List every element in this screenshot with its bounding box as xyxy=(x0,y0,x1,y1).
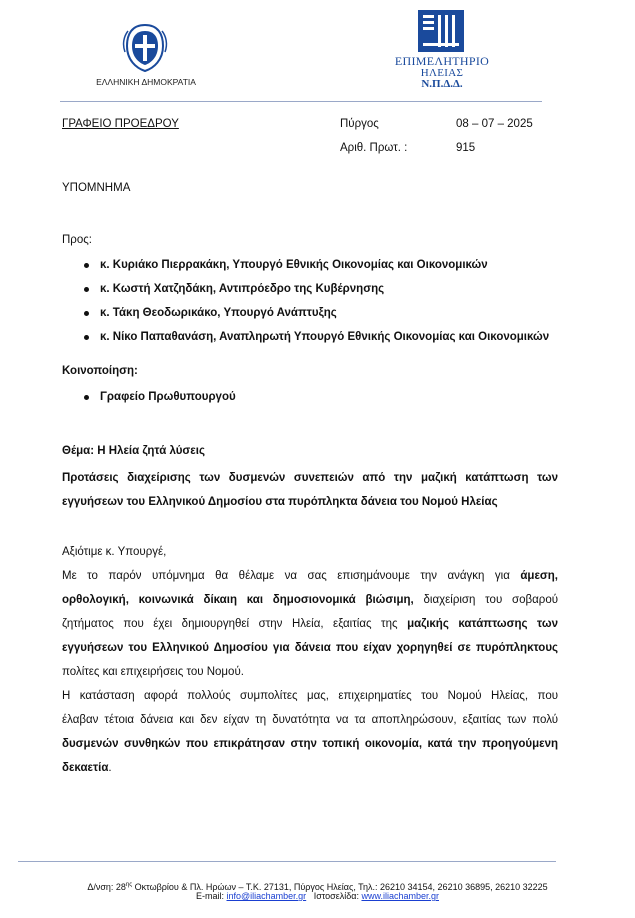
chamber-name-line3: Ν.Π.Δ.Δ. xyxy=(421,78,463,90)
date-value: 08 – 07 – 2025 xyxy=(456,118,533,130)
recipient-item: κ. Τάκη Θεοδωρικάκο, Υπουργό Ανάπτυξης xyxy=(100,307,337,319)
recipients-label: Προς: xyxy=(62,234,92,246)
recipient-item: κ. Νίκο Παπαθανάση, Αναπληρωτή Υπουργό Εθνικής Οικονομίας και Οικονομικών xyxy=(100,331,550,343)
office-label: ΓΡΑΦΕΙΟ ΠΡΟΕΔΡΟΥ xyxy=(62,118,179,130)
recipient-item: κ. Κωστή Χατζηδάκη, Αντιπρόεδρο της Κυβέρνησης xyxy=(100,283,385,295)
chamber-name-line2: ΗΛΕΙΑΣ xyxy=(420,67,464,79)
footer-address: Δ/νση: $28^{\eta\varsigma}$ Οκτωβρίου & Πλ. Ηρώων – Τ.Κ. 27131, Πύργος Ηλείας, Τηλ.: 26210 34154, 26210 36895, 26210 32225 xyxy=(87,882,548,892)
bullet-icon xyxy=(84,263,89,268)
paragraph-line: Με το παρόν υπόμνημα θα θέλαμε να σας επισημάνουμε την ανάγκη για άμεση, xyxy=(62,570,558,582)
paragraph-line: έλαβαν τέτοια δάνεια και δεν είχαν τη δυνατότητα να τα αποπληρώσουν, εξαιτίας των πολύ xyxy=(62,714,558,726)
chamber-logo-icon xyxy=(418,10,464,52)
protocol-number: 915 xyxy=(456,142,476,154)
paragraph-line: εγγυήσεων του Ελληνικού Δημοσίου για δάνεια που είχαν χορηγηθεί σε πυρόπληκτους xyxy=(62,642,558,654)
paragraph-line: ζητήματος που έχει δημιουργηθεί στην Ηλεία, εξαιτίας της μαζικής κατάπτωσης των xyxy=(62,618,558,630)
greeting: Αξιότιμε κ. Υπουργέ, xyxy=(62,546,167,558)
subject-line: Προτάσεις διαχείρισης των δυσμενών συνεπειών από την μαζική κατάπτωση των xyxy=(62,472,558,484)
document-type: ΥΠΟΜΝΗΜΑ xyxy=(62,182,131,194)
republic-label: ΕΛΛΗΝΙΚΗ ΔΗΜΟΚΡΑΤΙΑ xyxy=(96,77,196,87)
subject-title: Θέμα: Η Ηλεία ζητά λύσεις xyxy=(62,445,205,457)
header-divider xyxy=(60,101,542,102)
cc-label: Κοινοποίηση: xyxy=(62,365,138,377)
bullet-icon xyxy=(84,395,89,400)
place-label: Πύργος xyxy=(340,118,379,130)
chamber-name-line1: ΕΠΙΜΕΛΗΤΗΡΙΟ xyxy=(394,54,490,68)
paragraph-line: δυσμενών συνθηκών που επικράτησαν στην τοπική οικονομία, κατά την προηγούμενη xyxy=(62,738,558,750)
bullet-icon xyxy=(84,335,89,340)
subject-line: εγγυήσεων του Ελληνικού Δημοσίου στα πυρόπληκτα δάνεια του Νομού Ηλείας xyxy=(62,496,498,508)
recipient-item: κ. Κυριάκο Πιερρακάκη, Υπουργό Εθνικής Οικονομίας και Οικονομικών xyxy=(100,259,488,271)
paragraph-line: ορθολογική, κοινωνικά δίκαιη και δημοσιονομικά βιώσιμη, διαχείριση του σοβαρού xyxy=(62,594,558,606)
footer-divider xyxy=(18,861,556,862)
greek-coat-of-arms-logo xyxy=(120,22,170,74)
protocol-label: Αριθ. Πρωτ. : xyxy=(340,142,408,154)
footer-contact: E-mail: info@iliachamber.gr Ιστοσελίδα: www.iliachamber.gr xyxy=(195,891,439,901)
cc-item: Γραφείο Πρωθυπουργού xyxy=(100,391,236,403)
email-link[interactable]: info@iliachamber.gr xyxy=(226,891,307,901)
bullet-icon xyxy=(84,287,89,292)
website-link[interactable]: www.iliachamber.gr xyxy=(361,891,439,901)
paragraph-line: δεκαετία. xyxy=(62,762,112,774)
bullet-icon xyxy=(84,311,89,316)
paragraph-line: Η κατάσταση αφορά πολλούς συμπολίτες μας, επιχειρηματίες του Νομού Ηλείας, που xyxy=(62,690,558,702)
paragraph-line: πολίτες και επιχειρήσεις του Νομού. xyxy=(62,666,244,678)
